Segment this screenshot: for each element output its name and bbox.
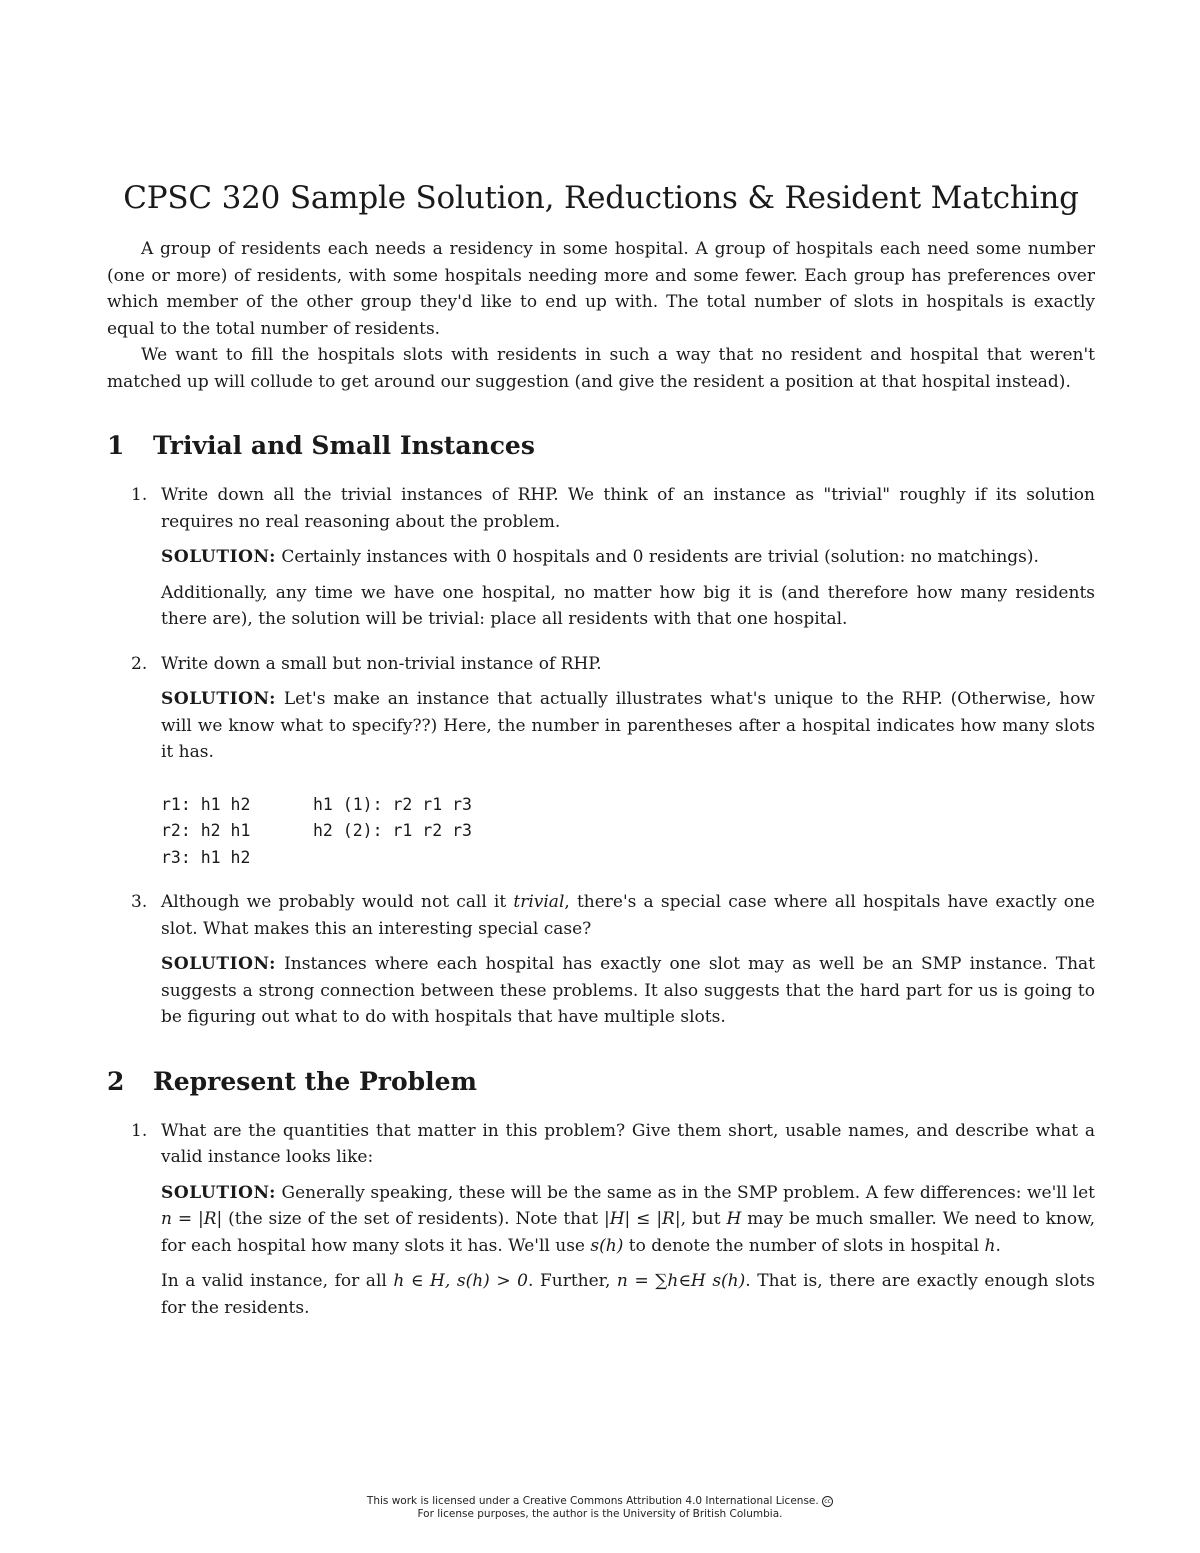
math-expression: s(h) — [590, 1235, 624, 1256]
emphasis: trivial — [513, 892, 565, 912]
section-number: 1 — [107, 431, 125, 460]
section-heading-2 — [107, 1067, 1095, 1096]
license-line: This work is licensed under a Creative Commons Attribution 4.0 International License. cc — [0, 1495, 1200, 1508]
solution-extra: In a valid instance, for all h ∈ H, s(h) > 0. Further, n = ∑h∈H s(h). That is, there are exactly enough slots for the residents. — [161, 1271, 1095, 1318]
math-expression: H — [726, 1209, 742, 1229]
document-page — [107, 180, 1095, 1339]
page-title: CPSC 320 Sample Solution, Reductions & Resident Matching — [123, 180, 1079, 216]
intro-paragraph-2: We want to fill the hospitals slots with residents in such a way that no resident and hospital that weren't matched up will collude to get around our suggestion (and give the resident a position at that hospital instead). — [107, 345, 1095, 392]
author-line: For license purposes, the author is the University of British Columbia. — [417, 1508, 783, 1520]
question-item — [107, 889, 1095, 1031]
question-text: Write down a small but non-trivial instance of RHP. — [161, 653, 602, 674]
question-number: 1. — [131, 1120, 148, 1141]
section-heading-1 — [107, 431, 1095, 460]
question-text: Write down all the trivial instances of RHP. We think of an instance as "trivial" roughly if its solution requires no real reasoning about the problem. — [161, 485, 1095, 532]
question-text: What are the quantities that matter in this problem? Give them short, usable names, and describe what a valid instance looks like: — [161, 1120, 1095, 1167]
license-footer — [0, 1495, 1200, 1521]
question-item — [107, 651, 1095, 872]
resident-preference: r3: h1 h2 — [161, 847, 251, 867]
solution-body: Let's make an instance that actually illustrates what's unique to the RHP. (Otherwise, how will we know what to specify??) Here, the number in parentheses after a hospital indicates how many slots it has. — [161, 689, 1095, 762]
resident-preference: r2: h2 h1 — [161, 821, 251, 840]
solution-label: SOLUTION: — [161, 1182, 276, 1203]
section-number: 2 — [107, 1066, 125, 1096]
solution-body: Certainly instances with 0 hospitals and 0 residents are trivial (solution: no matchings). — [281, 547, 1039, 567]
solution-text — [161, 544, 1095, 571]
intro-paragraph-1: A group of residents each needs a residency in some hospital. A group of hospitals each need some number (one or more) of residents, with some hospitals needing more and some fewer. Each group has preferences over which member of the other group they'd like to end up with. The total number of slots in hospitals is exactly equal to the total number of residents. — [107, 239, 1095, 339]
resident-preference: r1: h1 h2 — [161, 794, 251, 814]
question-number: 2. — [131, 653, 148, 674]
solution-text — [161, 686, 1095, 766]
solution-text: SOLUTION: Generally speaking, these will be the same as in the SMP problem. A few differences: we'll let n = |R| (the size of the set of residents). Note that |H| ≤ |R|, but H may be much smaller. We need to know, for each hospital how many slots it has. We'll use s(h) to denote the number of slots in hospital h. — [161, 1182, 1096, 1256]
section-title: Trivial and Small Instances — [153, 431, 535, 460]
solution-label: SOLUTION: — [161, 547, 276, 567]
question-item — [107, 1118, 1095, 1322]
math-expression: h — [984, 1235, 996, 1256]
question-number: 1. — [131, 485, 148, 505]
hospital-preference: h2 (2): r1 r2 r3 — [313, 821, 472, 840]
question-item — [107, 482, 1095, 633]
solution-label: SOLUTION: — [161, 954, 276, 974]
solution-label: SOLUTION: — [161, 689, 276, 709]
hospital-preference: h1 (1): r2 r1 r3 — [313, 794, 472, 814]
math-expression: n = |R| — [161, 1209, 223, 1229]
instance-code-block — [161, 792, 1095, 872]
solution-extra: Additionally, any time we have one hospital, no matter how big it is (and therefore how many residents there are), the solution will be trivial: place all residents with that one hospital. — [161, 582, 1095, 629]
section-title: Represent the Problem — [153, 1066, 477, 1096]
solution-text — [161, 951, 1095, 1031]
solution-body: Instances where each hospital has exactly one slot may as well be an SMP instance. That suggests a strong connection between these problems. It also suggests that the hard part for us is going to be figuring out what to do with hospitals that have multiple slots. — [161, 954, 1096, 1027]
math-expression: h ∈ H, s(h) > 0 — [393, 1271, 528, 1291]
creative-commons-icon: cc — [822, 1496, 833, 1507]
math-expression: n = ∑h∈H s(h) — [616, 1271, 746, 1291]
question-list-section-1 — [107, 482, 1095, 1031]
question-list-section-2 — [107, 1118, 1095, 1322]
question-number: 3. — [131, 892, 148, 912]
math-expression: |H| ≤ |R| — [604, 1209, 681, 1229]
question-text: Although we probably would not call it trivial, there's a special case where all hospitals have exactly one slot. What makes this an interesting special case? — [161, 892, 1095, 939]
